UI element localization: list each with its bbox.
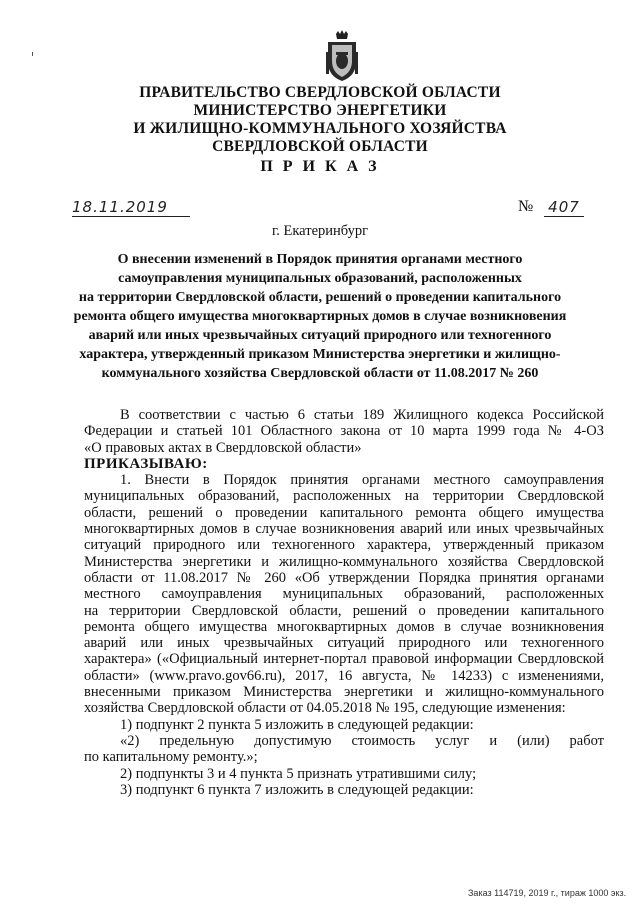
print-order-footnote: Заказ 114719, 2019 г., тираж 1000 экз. [468,888,627,898]
subitem-2: 2) подпункты 3 и 4 пункта 5 признать утратившими силу; [120,765,477,782]
item1-line: области, решений о проведении капитального ремонта общего имущества [84,504,604,521]
document-type: П Р И К А З [260,158,380,175]
item1-line: ремонта общего имущества многоквартирных домов в случае возникновения [84,618,604,635]
order-word: ПРИКАЗЫВАЮ: [84,455,208,472]
document-date: 18.11.2019 [72,198,190,217]
subitem-1: 1) подпункт 2 пункта 5 изложить в следующей редакции: [120,716,474,733]
document-number: 407 [544,198,584,217]
number-sign: № [518,198,534,215]
item1-line: характера» («Официальный интернет-портал правовой информации Свердловской [84,651,604,668]
subitem-1-quote-line: «2) предельную допустимую стоимость услуг и (или) работ [120,732,604,749]
scan-speck [32,52,33,56]
item1-line: на территории Свердловской области, решений о проведении капитального [84,602,604,619]
title-line: характера, утвержденный приказом Министерства энергетики и жилищно- [79,347,561,362]
title-line: на территории Свердловской области, решений о проведении капитального [78,290,562,305]
header-government: ПРАВИТЕЛЬСТВО СВЕРДЛОВСКОЙ ОБЛАСТИ [139,84,501,101]
item1-line: муниципальных образований, расположенных на территории Свердловской [84,488,604,505]
subitem-1-quote-line: по капитальному ремонту.»; [84,749,258,766]
title-line: коммунального хозяйства Свердловской области от 11.08.2017 № 260 [101,366,539,381]
subitem-3: 3) подпункт 6 пункта 7 изложить в следующей редакции: [120,781,474,798]
header-ministry-cont: И ЖИЛИЩНО-КОММУНАЛЬНОГО ХОЗЯЙСТВА [133,120,507,137]
item1-line: ситуаций природного или техногенного характера, утвержденный приказом [84,537,604,554]
coat-of-arms-emblem [322,30,362,82]
title-line: ремонта общего имущества многоквартирных домов в случае возникновения [73,309,567,324]
item1-line: Министерства энергетики и жилищно-коммунального хозяйства Свердловской [84,553,604,570]
item1-line: местного самоуправления муниципальных образований, расположенных [84,586,604,603]
title-line: самоуправления муниципальных образований, расположенных [118,271,522,286]
title-line: аварий или иных чрезвычайных ситуаций природного или техногенного [88,328,552,343]
item1-line: аварий или иных чрезвычайных ситуаций природного или техногенного [84,635,604,652]
item1-line: многоквартирных домов в случае возникновения аварий или иных чрезвычайных [84,521,604,538]
document-body [84,407,604,798]
title-line: О внесении изменений в Порядок принятия органами местного [117,252,523,267]
preamble-line: «О правовых актах в Свердловской области» [84,439,362,456]
item1-line: внесенными приказом Министерства энергетики и жилищно-коммунального [84,684,604,701]
item1-line: 1. Внести в Порядок принятия органами местного самоуправления [120,472,604,489]
city-line: г. Екатеринбург [271,223,369,239]
header-region: СВЕРДЛОВСКОЙ ОБЛАСТИ [212,138,428,155]
document-title [60,250,580,383]
preamble-line: Федерации и статьей 101 Областного закона от 10 марта 1999 года № 4-ОЗ [84,423,604,440]
preamble-line: В соответствии с частью 6 статьи 189 Жилищного кодекса Российской [120,407,604,423]
item1-line: области» (www.pravo.gov66.ru), 2017, 16 августа, № 14233) с изменениями, [84,667,604,684]
item1-line: области от 11.08.2017 № 260 «Об утверждении Порядка принятия органами [84,569,604,586]
header-ministry: МИНИСТЕРСТВО ЭНЕРГЕТИКИ [193,102,447,119]
item1-line: хозяйства Свердловской области от 04.05.2018 № 195, следующие изменения: [84,700,566,717]
